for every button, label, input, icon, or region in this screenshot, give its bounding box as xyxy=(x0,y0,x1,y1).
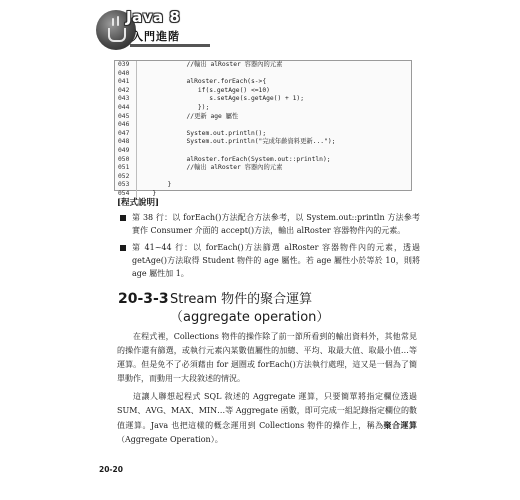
code-text: if(s.getAge() <=10) xyxy=(141,86,270,94)
code-text: } xyxy=(141,181,172,189)
line-number: 044 xyxy=(115,104,137,113)
code-text: alRoster.forEach(s->{ xyxy=(141,78,267,86)
code-line xyxy=(115,173,411,182)
line-number: 042 xyxy=(115,87,137,96)
line-number: 054 xyxy=(115,190,137,199)
section-number: 20-3-3 xyxy=(118,291,169,307)
code-text: }); xyxy=(141,103,210,111)
code-line xyxy=(115,95,411,104)
code-text: alRoster.forEach(System.out::println); xyxy=(141,155,331,163)
line-number: 040 xyxy=(115,70,137,79)
code-line xyxy=(115,104,411,113)
line-number: 052 xyxy=(115,173,137,182)
code-text: //輸出 alRoster 容器內的元素 xyxy=(141,61,283,68)
code-line xyxy=(115,181,411,190)
bold-term: 聚合運算 xyxy=(383,420,417,430)
code-line xyxy=(115,78,411,87)
bullet-square-icon xyxy=(120,215,126,221)
explanation-bullet: 第 38 行：以 forEach()方法配合方法參考，以 System.out::println 方法參考實作 Consumer 介面的 accept()方法，輸出 alRoster 容器物件內的元素。 xyxy=(120,211,420,237)
code-line xyxy=(115,156,411,165)
code-line xyxy=(115,190,411,199)
code-text: System.out.println(); xyxy=(141,129,267,137)
section-title-line2: （aggregate operation） xyxy=(170,310,330,325)
book-title: Java 8 xyxy=(126,8,181,26)
code-text xyxy=(137,70,141,79)
code-line xyxy=(115,113,411,122)
line-number: 046 xyxy=(115,121,137,130)
code-listing xyxy=(114,60,412,197)
page-number: 20-20 xyxy=(99,465,123,474)
code-line xyxy=(115,61,411,70)
line-number: 041 xyxy=(115,78,137,87)
book-logo xyxy=(96,8,216,52)
line-number: 045 xyxy=(115,113,137,122)
code-text: //輸出 alRoster 容器內的元素 xyxy=(141,164,283,172)
bullet-square-icon xyxy=(120,245,126,251)
code-line xyxy=(115,87,411,96)
code-line xyxy=(115,70,411,79)
code-line xyxy=(115,121,411,130)
section-title xyxy=(170,291,329,327)
code-text: s.setAge(s.getAge() + 1); xyxy=(141,95,305,103)
header-rule xyxy=(130,44,210,47)
section-title-line1: Stream 物件的聚合運算 xyxy=(170,292,313,307)
code-line xyxy=(115,164,411,173)
code-text: //更新 age 屬性 xyxy=(141,112,239,120)
explanation-label: [程式說明] xyxy=(117,198,160,208)
code-text: System.out.println("完成年齡資料更新..."); xyxy=(141,138,336,146)
line-number: 048 xyxy=(115,138,137,147)
line-number: 049 xyxy=(115,147,137,156)
code-line xyxy=(115,138,411,147)
code-text xyxy=(137,173,141,182)
line-number: 051 xyxy=(115,164,137,173)
code-line xyxy=(115,147,411,156)
line-number: 047 xyxy=(115,130,137,139)
code-text: } xyxy=(141,189,157,197)
body-paragraph: 在程式裡，Collections 物件的操作除了前一節所看到的輸出資料外，其他常見的操作還有篩選，或執行元素內某數值屬性的加總、平均、取最大值、取最小值…等運算。但是免不了必須藉由 for 迴圈或 forEach()方法執行處理，這又是一個為了簡單動作，而動用一大段敘述的情況。 xyxy=(117,332,417,383)
code-text xyxy=(137,121,141,130)
line-number: 053 xyxy=(115,181,137,190)
line-number: 039 xyxy=(115,61,137,70)
body-paragraph: 這讓人聯想起程式 SQL 敘述的 Aggregate 運算，只要簡單將指定欄位透過 SUM、AVG、MAX、MIN…等 Aggregate 函數，即可完成一組記錄指定欄位的數值運算。Java 也把這樣的概念運用到 Collections 物件的操作上，稱為聚合運算（Aggregate Operation）。 xyxy=(117,392,417,444)
line-number: 043 xyxy=(115,95,137,104)
book-subtitle: 入門進階 xyxy=(132,30,180,43)
line-number: 050 xyxy=(115,156,137,165)
code-text xyxy=(137,147,141,156)
explanation-bullet: 第 41~44 行：以 forEach()方法篩選 alRoster 容器物件內的元素，透過 getAge()方法取得 Student 物件的 age 屬性。若 age 屬性小於等於 10，則將 age 屬性加 1。 xyxy=(120,241,420,280)
